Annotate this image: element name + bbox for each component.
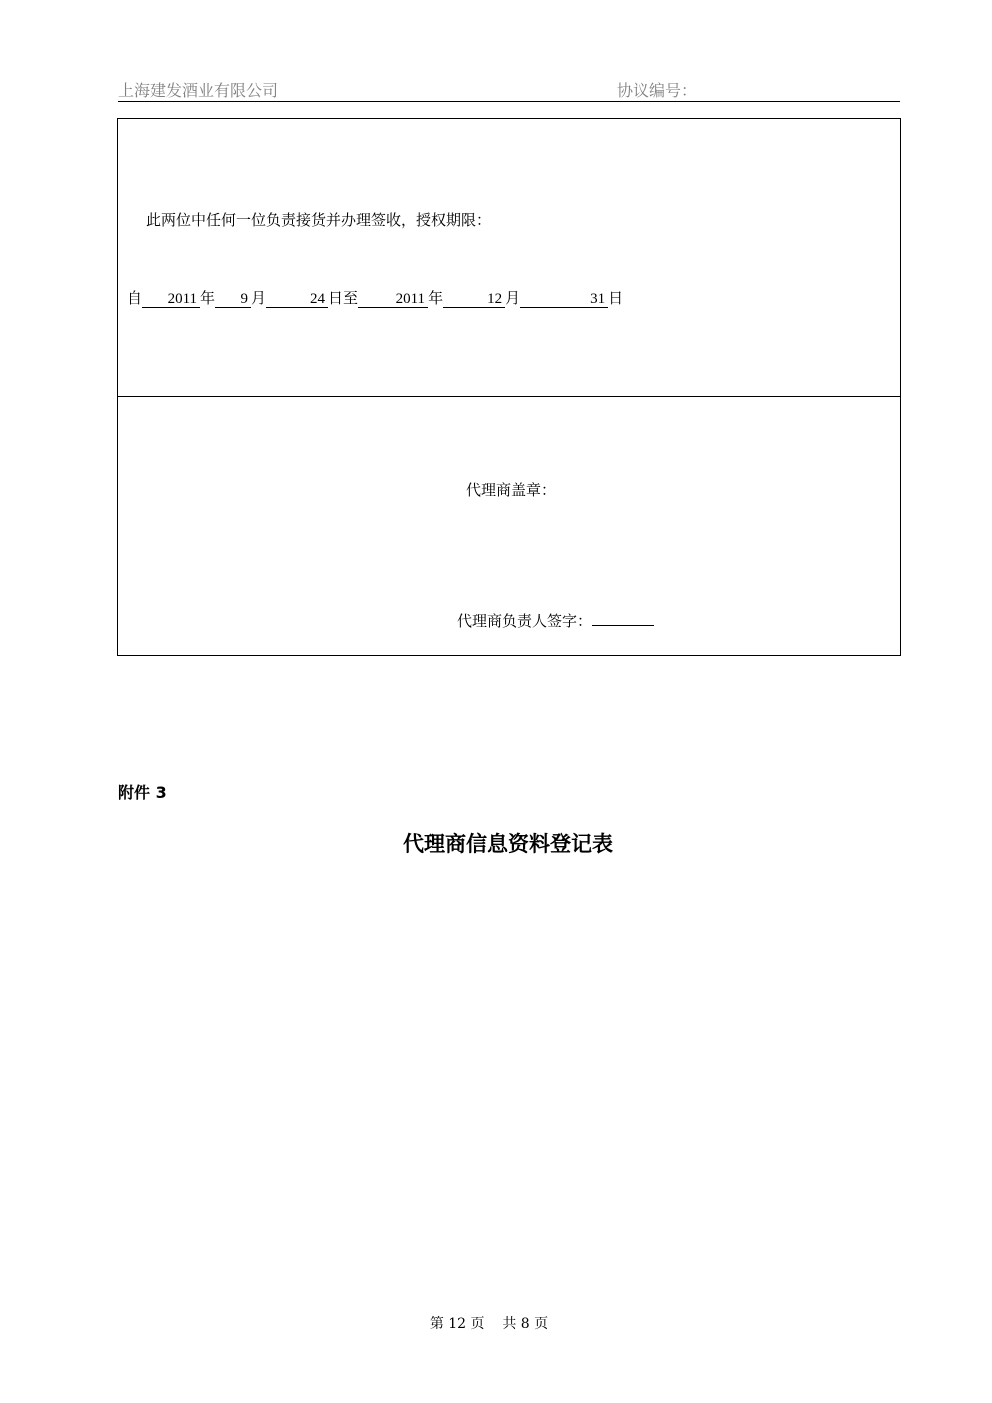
attachment-title: 代理商信息资料登记表 xyxy=(403,832,613,856)
seal-label: 代理商盖章： xyxy=(466,481,557,499)
from-year-field: 2011 xyxy=(142,290,200,308)
page-header xyxy=(118,76,900,102)
from-month-field: 9 xyxy=(215,290,251,308)
authorization-period xyxy=(127,287,623,308)
signature-blank xyxy=(592,609,654,626)
attachment-label: 附件 3 xyxy=(118,783,167,802)
table-divider xyxy=(118,396,900,397)
to-month-field: 12 xyxy=(443,290,505,308)
year-char: 年 xyxy=(200,289,216,307)
from-day-field: 24 xyxy=(266,290,328,308)
to-year-field: 2011 xyxy=(358,290,428,308)
signature-line xyxy=(457,609,654,631)
year-char: 年 xyxy=(428,289,444,307)
authorization-table xyxy=(117,118,901,656)
day-char: 日 xyxy=(608,289,624,307)
authorization-statement: 此两位中任何一位负责接货并办理签收，授权期限： xyxy=(146,211,492,229)
month-char: 月 xyxy=(251,289,267,307)
to-day-field: 31 xyxy=(520,290,608,308)
from-prefix: 自 xyxy=(127,289,143,307)
month-char: 月 xyxy=(505,289,521,307)
page-footer: 第 12 页 共 8 页 xyxy=(429,1316,549,1332)
agreement-number-label: 协议编号： xyxy=(617,81,698,100)
day-to-char: 日至 xyxy=(328,289,359,307)
signature-label: 代理商负责人签字： xyxy=(457,612,593,630)
company-name: 上海建发酒业有限公司 xyxy=(118,81,279,100)
